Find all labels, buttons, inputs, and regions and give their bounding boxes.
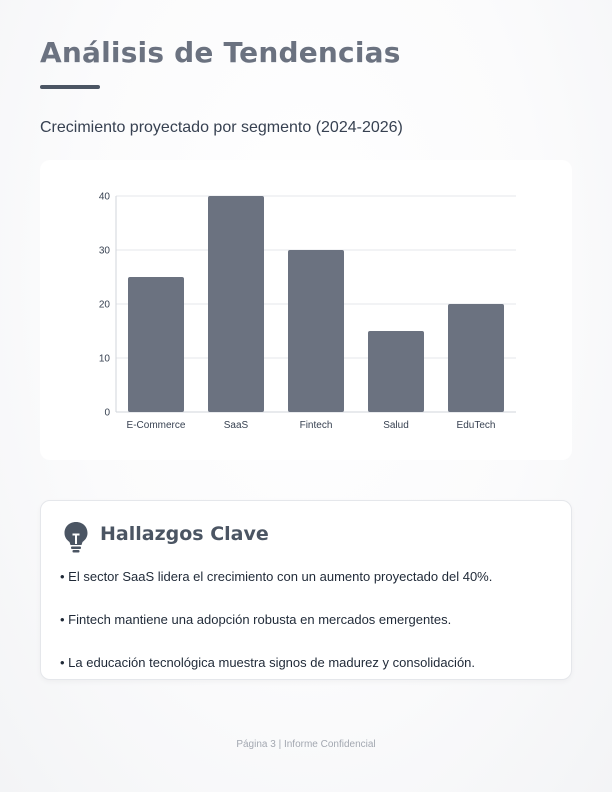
x-tick-label: Salud — [383, 420, 409, 431]
y-tick-label: 20 — [98, 299, 110, 311]
chart-subtitle: Crecimiento proyectado por segmento (2024-2026) — [40, 119, 403, 136]
y-tick-label: 0 — [104, 407, 110, 419]
bar — [448, 304, 504, 412]
findings-list — [60, 569, 492, 698]
title-underline — [40, 85, 100, 89]
bar — [128, 277, 184, 412]
y-tick-label: 30 — [98, 245, 110, 257]
x-tick-label: EduTech — [456, 420, 496, 431]
finding-item: • El sector SaaS lidera el crecimiento con un aumento proyectado del 40%. — [60, 569, 493, 584]
x-tick-label: SaaS — [223, 420, 249, 431]
bar-chart — [40, 160, 572, 460]
bar — [288, 250, 344, 412]
findings-title: Hallazgos Clave — [100, 523, 269, 545]
bar — [368, 331, 424, 412]
page-title: Análisis de Tendencias — [40, 36, 401, 69]
chart-card — [40, 160, 572, 460]
lightbulb-icon — [62, 521, 90, 553]
finding-item: • Fintech mantiene una adopción robusta en mercados emergentes. — [60, 612, 452, 627]
y-tick-label: 10 — [98, 353, 110, 365]
finding-item: • La educación tecnológica muestra signos de madurez y consolidación. — [60, 655, 476, 670]
key-findings-card — [40, 500, 572, 680]
y-tick-label: 40 — [98, 191, 110, 203]
page-footer: Página 3 | Informe Confidencial — [236, 739, 376, 750]
x-tick-label: Fintech — [299, 420, 333, 431]
bar — [208, 196, 264, 412]
x-tick-label: E-Commerce — [126, 420, 186, 431]
